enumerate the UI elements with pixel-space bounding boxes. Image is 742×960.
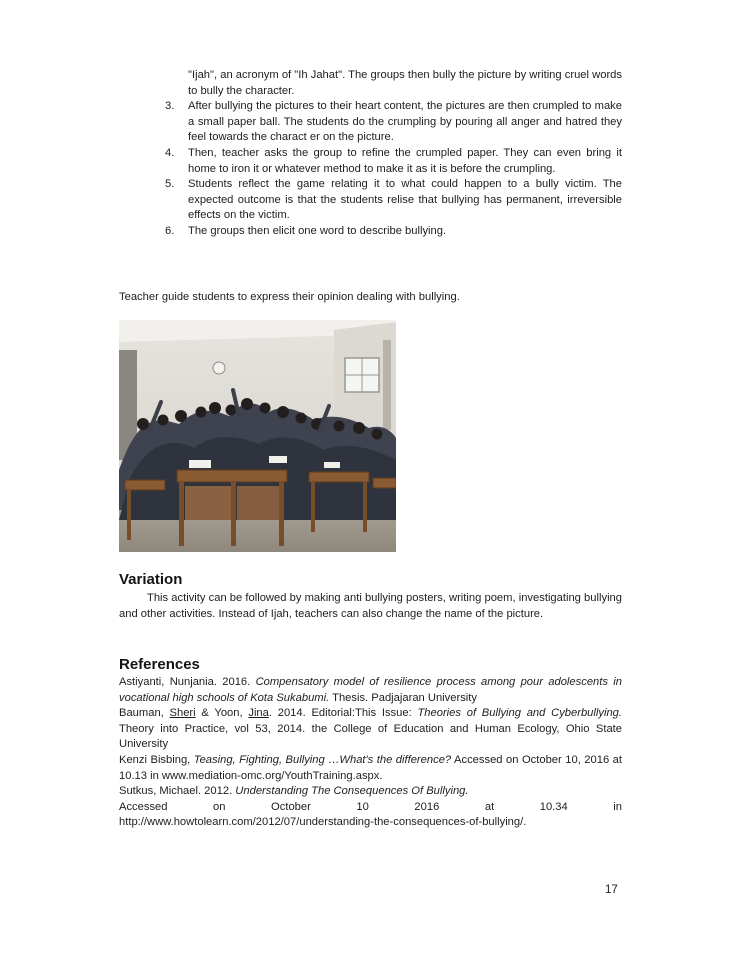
- activity-steps: [165, 68, 622, 240]
- reference-entry: [119, 753, 622, 784]
- reference-entry: [119, 675, 622, 706]
- step-continuation: "Ijah", an acronym of "Ih Jahat". The groups then bully the picture by writing cruel words to bully the character.: [188, 69, 622, 97]
- closing-sentence: Teacher guide students to express their opinion dealing with bullying.: [119, 291, 460, 303]
- step-text: Students reflect the game relating it to what could happen to a bully victim. The expected outcome is that the students relise that bullying has permanent, irreversible effects on the victim.: [188, 178, 622, 222]
- step-number: 4.: [165, 146, 175, 159]
- ref-title: Teasing, Fighting, Bullying …What's the difference?: [193, 753, 452, 766]
- ref-title: Understanding The Consequences Of Bullying.: [235, 785, 469, 798]
- ref-year: . 2014. Editorial:This Issue:: [268, 707, 418, 720]
- references-list: [119, 675, 622, 831]
- step-item-4: [165, 146, 622, 177]
- ref-author: & Yoon,: [195, 707, 249, 720]
- step-item-3: [165, 99, 622, 146]
- step-number: 6.: [165, 224, 175, 237]
- ref-source: Accessed on October 10, 2016 at 10.13 in www.mediation-omc.org/YouthTraining.aspx.: [119, 753, 623, 782]
- step-text: After bullying the pictures to their heart content, the pictures are then crumpled to make a small paper ball. The students do the crumpling by pouring all anger and hatred they feel towards the charact er on the picture.: [188, 100, 622, 144]
- reference-entry: [119, 706, 622, 753]
- ref-author: Kenzi Bisbing,: [119, 753, 194, 766]
- reference-entry: [119, 784, 622, 800]
- ref-author: Sutkus, Michael. 2012.: [119, 785, 236, 798]
- step-number: 3.: [165, 100, 175, 113]
- page-number: 17: [605, 884, 618, 896]
- ref-title: Theories of Bullying and Cyberbullying.: [417, 707, 623, 720]
- step-text: The groups then elicit one word to describe bullying.: [188, 224, 447, 237]
- ref-source: Theory into Practice, vol 53, 2014. the College of Education and Human Ecology, Ohio State University: [119, 722, 622, 751]
- step-number: 5.: [165, 178, 175, 191]
- ref-source: Thesis. Padjajaran University: [329, 691, 477, 704]
- step-item-5: [165, 177, 622, 224]
- ref-author: Bauman,: [119, 707, 170, 720]
- ref-author-underlined: Sheri: [169, 707, 196, 720]
- classroom-photo-illustration: [119, 320, 396, 552]
- reference-access-line: Accessed on October 10 2016 at 10.34 in: [119, 800, 622, 813]
- ref-title: Compensatory model of resilience process among pour adolescents in vocational high schools of Kota Sukabumi.: [119, 676, 622, 704]
- step-item-6: [165, 224, 622, 240]
- references-heading: References: [119, 656, 200, 673]
- reference-url: http://www.howtolearn.com/2012/07/understanding-the-consequences-of-bullying/.: [119, 816, 527, 829]
- ref-author: Astiyanti, Nunjania. 2016.: [119, 676, 256, 688]
- variation-body: This activity can be followed by making anti bullying posters, writing poem, investigating bullying and other activities. Instead of Ijah, teachers can also change the name of the picture.: [119, 592, 622, 620]
- classroom-photo: [119, 320, 396, 552]
- ref-author-underlined: Jina: [248, 707, 269, 720]
- step-text: Then, teacher asks the group to refine the crumpled paper. They can even bring it home to iron it or whatever method to make it as it is before the crumpling.: [188, 146, 622, 175]
- variation-heading: Variation: [119, 571, 183, 588]
